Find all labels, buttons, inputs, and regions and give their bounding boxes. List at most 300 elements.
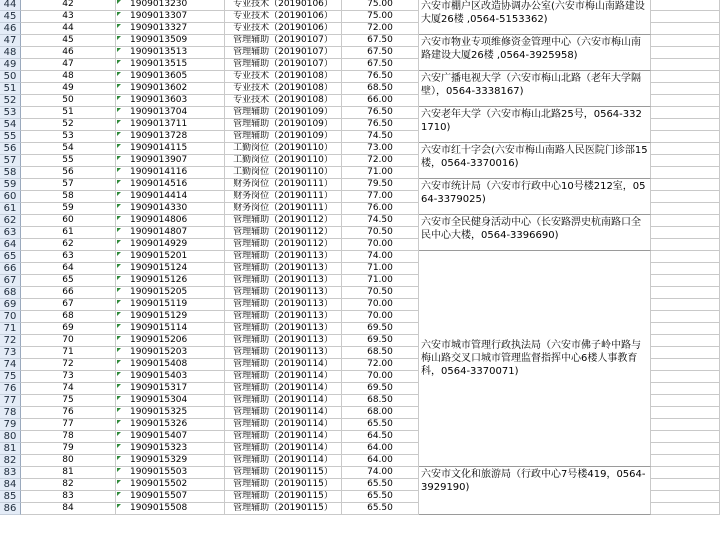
row-header[interactable]: 66 xyxy=(0,263,21,275)
cell-post[interactable]: 管理辅助（20190112） xyxy=(225,227,342,239)
cell-empty[interactable] xyxy=(651,23,720,35)
cell-seq[interactable]: 72 xyxy=(21,359,116,371)
cell-empty[interactable] xyxy=(651,119,720,131)
cell-exam-id[interactable] xyxy=(116,287,225,299)
cell-empty[interactable] xyxy=(651,155,720,167)
cell-seq[interactable]: 68 xyxy=(21,311,116,323)
cell-seq[interactable]: 57 xyxy=(21,179,116,191)
cell-score[interactable]: 70.00 xyxy=(342,311,419,323)
cell-post[interactable]: 管理辅助（20190115） xyxy=(225,491,342,503)
cell-seq[interactable]: 48 xyxy=(21,71,116,83)
cell-empty[interactable] xyxy=(651,83,720,95)
cell-seq[interactable]: 45 xyxy=(21,35,116,47)
cell-exam-id[interactable] xyxy=(116,371,225,383)
cell-post[interactable]: 管理辅助（20190109） xyxy=(225,107,342,119)
cell-empty[interactable] xyxy=(651,323,720,335)
row-header[interactable]: 62 xyxy=(0,215,21,227)
cell-seq[interactable]: 49 xyxy=(21,83,116,95)
cell-post[interactable]: 管理辅助（20190107） xyxy=(225,47,342,59)
text-number-indicator-icon xyxy=(117,408,121,412)
cell-seq[interactable]: 52 xyxy=(21,119,116,131)
cell-score[interactable]: 65.50 xyxy=(342,419,419,431)
row-header[interactable]: 49 xyxy=(0,59,21,71)
cell-exam-id[interactable] xyxy=(116,95,225,107)
cell-empty[interactable] xyxy=(651,311,720,323)
row-header[interactable]: 59 xyxy=(0,179,21,191)
cell-unit-info[interactable] xyxy=(419,143,651,179)
cell-post[interactable]: 管理辅助（20190113） xyxy=(225,275,342,287)
text-number-indicator-icon xyxy=(117,168,121,172)
exam-id-text: 1909013307 xyxy=(130,11,188,21)
cell-post[interactable]: 财务岗位（20190111） xyxy=(225,179,342,191)
exam-id-text: 1909014116 xyxy=(130,167,188,177)
cell-empty[interactable] xyxy=(651,167,720,179)
cell-unit-info[interactable] xyxy=(419,0,651,35)
cell-post[interactable]: 专业技术（20190108） xyxy=(225,95,342,107)
cell-empty[interactable] xyxy=(651,479,720,491)
row-header[interactable]: 56 xyxy=(0,143,21,155)
cell-empty[interactable] xyxy=(651,443,720,455)
cell-exam-id[interactable] xyxy=(116,299,225,311)
cell-post[interactable]: 管理辅助（20190107） xyxy=(225,35,342,47)
cell-exam-id[interactable] xyxy=(116,107,225,119)
cell-score[interactable]: 77.00 xyxy=(342,191,419,203)
cell-score[interactable]: 75.00 xyxy=(342,11,419,23)
cell-seq[interactable]: 80 xyxy=(21,455,116,467)
cell-exam-id[interactable] xyxy=(116,359,225,371)
cell-seq[interactable]: 75 xyxy=(21,395,116,407)
cell-score[interactable]: 68.00 xyxy=(342,407,419,419)
cell-exam-id[interactable] xyxy=(116,383,225,395)
text-number-indicator-icon xyxy=(117,204,121,208)
row-header[interactable]: 85 xyxy=(0,491,21,503)
cell-exam-id[interactable] xyxy=(116,131,225,143)
cell-exam-id[interactable] xyxy=(116,491,225,503)
row-header[interactable]: 74 xyxy=(0,359,21,371)
cell-empty[interactable] xyxy=(651,275,720,287)
cell-exam-id[interactable] xyxy=(116,71,225,83)
cell-score[interactable]: 71.00 xyxy=(342,275,419,287)
cell-post[interactable]: 专业技术（20190106） xyxy=(225,11,342,23)
cell-seq[interactable]: 76 xyxy=(21,407,116,419)
cell-exam-id[interactable] xyxy=(116,455,225,467)
cell-exam-id[interactable] xyxy=(116,23,225,35)
cell-post[interactable]: 财务岗位（20190111） xyxy=(225,203,342,215)
cell-seq[interactable]: 67 xyxy=(21,299,116,311)
exam-id-text: 1909013603 xyxy=(130,95,188,105)
row-header[interactable]: 65 xyxy=(0,251,21,263)
cell-seq[interactable]: 66 xyxy=(21,287,116,299)
cell-exam-id[interactable] xyxy=(116,323,225,335)
cell-exam-id[interactable] xyxy=(116,47,225,59)
cell-empty[interactable] xyxy=(651,11,720,23)
cell-post[interactable]: 管理辅助（20190113） xyxy=(225,311,342,323)
cell-seq[interactable]: 64 xyxy=(21,263,116,275)
cell-post[interactable]: 管理辅助（20190113） xyxy=(225,251,342,263)
cell-exam-id[interactable] xyxy=(116,167,225,179)
row-header[interactable]: 64 xyxy=(0,239,21,251)
cell-post[interactable]: 管理辅助（20190114） xyxy=(225,395,342,407)
cell-unit-info[interactable] xyxy=(419,467,651,515)
text-number-indicator-icon xyxy=(117,312,121,316)
cell-empty[interactable] xyxy=(651,107,720,119)
cell-seq[interactable]: 79 xyxy=(21,443,116,455)
cell-exam-id[interactable] xyxy=(116,347,225,359)
cell-seq[interactable]: 74 xyxy=(21,383,116,395)
cell-seq[interactable]: 71 xyxy=(21,347,116,359)
cell-empty[interactable] xyxy=(651,395,720,407)
cell-score[interactable]: 64.00 xyxy=(342,443,419,455)
cell-exam-id[interactable] xyxy=(116,203,225,215)
cell-exam-id[interactable] xyxy=(116,431,225,443)
cell-score[interactable]: 74.50 xyxy=(342,215,419,227)
text-number-indicator-icon xyxy=(117,480,121,484)
cell-exam-id[interactable] xyxy=(116,239,225,251)
cell-seq[interactable]: 82 xyxy=(21,479,116,491)
cell-post[interactable]: 财务岗位（20190111） xyxy=(225,191,342,203)
cell-exam-id[interactable] xyxy=(116,251,225,263)
cell-score[interactable]: 65.50 xyxy=(342,503,419,515)
row-header[interactable]: 51 xyxy=(0,83,21,95)
cell-score[interactable]: 76.50 xyxy=(342,119,419,131)
cell-score[interactable]: 74.50 xyxy=(342,131,419,143)
row-header[interactable]: 79 xyxy=(0,419,21,431)
exam-id-text: 1909014807 xyxy=(130,227,188,237)
exam-id-text: 1909015325 xyxy=(130,407,188,417)
cell-seq[interactable]: 61 xyxy=(21,227,116,239)
row-header[interactable]: 82 xyxy=(0,455,21,467)
cell-empty[interactable] xyxy=(651,383,720,395)
cell-post[interactable]: 工勤岗位（20190110） xyxy=(225,167,342,179)
row-header[interactable]: 67 xyxy=(0,275,21,287)
cell-seq[interactable]: 53 xyxy=(21,131,116,143)
cell-score[interactable]: 65.50 xyxy=(342,479,419,491)
cell-empty[interactable] xyxy=(651,47,720,59)
cell-score[interactable]: 72.00 xyxy=(342,359,419,371)
cell-unit-info[interactable] xyxy=(419,71,651,107)
row-header[interactable]: 68 xyxy=(0,287,21,299)
unit-info-text: 六安市统计局（六安市行政中心10号楼212室，0564-3379025) xyxy=(421,181,646,205)
cell-seq[interactable]: 51 xyxy=(21,107,116,119)
cell-seq[interactable]: 63 xyxy=(21,251,116,263)
cell-score[interactable]: 69.50 xyxy=(342,383,419,395)
cell-post[interactable]: 专业技术（20190106） xyxy=(225,23,342,35)
cell-seq[interactable]: 65 xyxy=(21,275,116,287)
row-header[interactable]: 44 xyxy=(0,0,21,11)
cell-score[interactable]: 65.50 xyxy=(342,491,419,503)
cell-seq[interactable]: 70 xyxy=(21,335,116,347)
cell-seq[interactable]: 50 xyxy=(21,95,116,107)
cell-exam-id[interactable] xyxy=(116,83,225,95)
cell-seq[interactable]: 56 xyxy=(21,167,116,179)
exam-id-text: 1909015114 xyxy=(130,323,188,333)
row-header[interactable]: 80 xyxy=(0,431,21,443)
cell-post[interactable]: 专业技术（20190106） xyxy=(225,0,342,11)
cell-empty[interactable] xyxy=(651,491,720,503)
exam-id-text: 1909014330 xyxy=(130,203,188,213)
cell-exam-id[interactable] xyxy=(116,35,225,47)
exam-id-text: 1909015323 xyxy=(130,443,188,453)
cell-post[interactable]: 工勤岗位（20190110） xyxy=(225,155,342,167)
cell-score[interactable]: 67.50 xyxy=(342,35,419,47)
cell-unit-info[interactable] xyxy=(419,35,651,71)
cell-empty[interactable] xyxy=(651,191,720,203)
text-number-indicator-icon xyxy=(117,456,121,460)
row-header[interactable]: 72 xyxy=(0,335,21,347)
cell-empty[interactable] xyxy=(651,251,720,263)
cell-post[interactable]: 专业技术（20190108） xyxy=(225,83,342,95)
cell-seq[interactable]: 69 xyxy=(21,323,116,335)
text-number-indicator-icon xyxy=(117,372,121,376)
cell-post[interactable]: 管理辅助（20190114） xyxy=(225,407,342,419)
text-number-indicator-icon xyxy=(117,84,121,88)
cell-exam-id[interactable] xyxy=(116,335,225,347)
text-number-indicator-icon xyxy=(117,324,121,328)
cell-score[interactable]: 64.00 xyxy=(342,455,419,467)
cell-empty[interactable] xyxy=(651,131,720,143)
cell-post[interactable]: 管理辅助（20190107） xyxy=(225,59,342,71)
cell-seq[interactable]: 54 xyxy=(21,143,116,155)
cell-empty[interactable] xyxy=(651,35,720,47)
text-number-indicator-icon xyxy=(117,348,121,352)
cell-post[interactable]: 管理辅助（20190114） xyxy=(225,455,342,467)
row-header[interactable]: 75 xyxy=(0,371,21,383)
cell-exam-id[interactable] xyxy=(116,275,225,287)
cell-exam-id[interactable] xyxy=(116,311,225,323)
cell-unit-info[interactable] xyxy=(419,179,651,215)
cell-empty[interactable] xyxy=(651,407,720,419)
cell-score[interactable]: 79.50 xyxy=(342,179,419,191)
cell-seq[interactable]: 81 xyxy=(21,467,116,479)
cell-exam-id[interactable] xyxy=(116,443,225,455)
cell-score[interactable]: 68.50 xyxy=(342,347,419,359)
text-number-indicator-icon xyxy=(117,276,121,280)
cell-post[interactable]: 管理辅助（20190113） xyxy=(225,335,342,347)
cell-post[interactable]: 管理辅助（20190113） xyxy=(225,323,342,335)
cell-score[interactable]: 67.50 xyxy=(342,59,419,71)
cell-score[interactable]: 70.00 xyxy=(342,239,419,251)
cell-seq[interactable]: 84 xyxy=(21,503,116,515)
row-header[interactable]: 48 xyxy=(0,47,21,59)
cell-score[interactable]: 70.50 xyxy=(342,287,419,299)
cell-score[interactable]: 74.00 xyxy=(342,467,419,479)
cell-score[interactable]: 70.00 xyxy=(342,299,419,311)
cell-exam-id[interactable] xyxy=(116,467,225,479)
text-number-indicator-icon xyxy=(117,240,121,244)
text-number-indicator-icon xyxy=(117,12,121,16)
cell-exam-id[interactable] xyxy=(116,59,225,71)
cell-empty[interactable] xyxy=(651,503,720,515)
cell-exam-id[interactable] xyxy=(116,119,225,131)
cell-exam-id[interactable] xyxy=(116,263,225,275)
cell-empty[interactable] xyxy=(651,335,720,347)
exam-id-text: 1909015503 xyxy=(130,467,188,477)
row-header[interactable]: 71 xyxy=(0,323,21,335)
cell-score[interactable]: 75.00 xyxy=(342,0,419,11)
row-header[interactable]: 53 xyxy=(0,107,21,119)
cell-empty[interactable] xyxy=(651,71,720,83)
row-header[interactable]: 84 xyxy=(0,479,21,491)
cell-score[interactable]: 73.00 xyxy=(342,143,419,155)
cell-post[interactable]: 管理辅助（20190109） xyxy=(225,119,342,131)
cell-seq[interactable]: 46 xyxy=(21,47,116,59)
cell-exam-id[interactable] xyxy=(116,407,225,419)
row-header[interactable]: 77 xyxy=(0,395,21,407)
cell-exam-id[interactable] xyxy=(116,191,225,203)
row-header[interactable]: 81 xyxy=(0,443,21,455)
cell-exam-id[interactable] xyxy=(116,155,225,167)
cell-post[interactable]: 管理辅助（20190114） xyxy=(225,443,342,455)
cell-score[interactable]: 69.50 xyxy=(342,335,419,347)
row-header[interactable]: 50 xyxy=(0,71,21,83)
cell-seq[interactable]: 59 xyxy=(21,203,116,215)
exam-id-text: 1909013515 xyxy=(130,59,188,69)
cell-post[interactable]: 管理辅助（20190114） xyxy=(225,383,342,395)
cell-post[interactable]: 管理辅助（20190113） xyxy=(225,299,342,311)
cell-score[interactable]: 69.50 xyxy=(342,323,419,335)
row-header[interactable]: 61 xyxy=(0,203,21,215)
text-number-indicator-icon xyxy=(117,48,121,52)
cell-empty[interactable] xyxy=(651,227,720,239)
cell-score[interactable]: 68.50 xyxy=(342,395,419,407)
row-header[interactable]: 78 xyxy=(0,407,21,419)
cell-post[interactable]: 管理辅助（20190115） xyxy=(225,503,342,515)
cell-score[interactable]: 76.50 xyxy=(342,107,419,119)
cell-seq[interactable]: 43 xyxy=(21,11,116,23)
cell-seq[interactable]: 42 xyxy=(21,0,116,11)
row-header[interactable]: 54 xyxy=(0,119,21,131)
cell-exam-id[interactable] xyxy=(116,419,225,431)
cell-seq[interactable]: 78 xyxy=(21,431,116,443)
cell-post[interactable]: 管理辅助（20190114） xyxy=(225,431,342,443)
cell-empty[interactable] xyxy=(651,359,720,371)
row-header[interactable]: 47 xyxy=(0,35,21,47)
row-header[interactable]: 60 xyxy=(0,191,21,203)
row-header[interactable]: 46 xyxy=(0,23,21,35)
cell-seq[interactable]: 44 xyxy=(21,23,116,35)
cell-exam-id[interactable] xyxy=(116,11,225,23)
row-header[interactable]: 70 xyxy=(0,311,21,323)
cell-seq[interactable]: 60 xyxy=(21,215,116,227)
cell-exam-id[interactable] xyxy=(116,395,225,407)
cell-empty[interactable] xyxy=(651,467,720,479)
row-header[interactable]: 57 xyxy=(0,155,21,167)
cell-empty[interactable] xyxy=(651,371,720,383)
cell-empty[interactable] xyxy=(651,143,720,155)
text-number-indicator-icon xyxy=(117,36,121,40)
cell-seq[interactable]: 83 xyxy=(21,491,116,503)
cell-post[interactable]: 工勤岗位（20190110） xyxy=(225,143,342,155)
exam-id-text: 1909015201 xyxy=(130,251,188,261)
cell-score[interactable]: 72.00 xyxy=(342,155,419,167)
cell-empty[interactable] xyxy=(651,239,720,251)
cell-empty[interactable] xyxy=(651,419,720,431)
cell-empty[interactable] xyxy=(651,203,720,215)
cell-seq[interactable]: 55 xyxy=(21,155,116,167)
cell-post[interactable]: 管理辅助（20190114） xyxy=(225,419,342,431)
cell-post[interactable]: 管理辅助（20190112） xyxy=(225,215,342,227)
row-header[interactable]: 83 xyxy=(0,467,21,479)
cell-score[interactable]: 76.50 xyxy=(342,71,419,83)
cell-exam-id[interactable] xyxy=(116,0,225,11)
row-header[interactable]: 52 xyxy=(0,95,21,107)
row-header[interactable]: 73 xyxy=(0,347,21,359)
cell-score[interactable]: 76.00 xyxy=(342,203,419,215)
cell-empty[interactable] xyxy=(651,347,720,359)
cell-exam-id[interactable] xyxy=(116,215,225,227)
cell-score[interactable]: 67.50 xyxy=(342,47,419,59)
cell-post[interactable]: 管理辅助（20190115） xyxy=(225,467,342,479)
row-header[interactable]: 63 xyxy=(0,227,21,239)
unit-info-text: 六安市棚户区改造协调办公室(六安市梅山南路建设大厦26楼 ,0564-5153362) xyxy=(421,1,645,25)
exam-id-text: 1909014115 xyxy=(130,143,188,153)
cell-exam-id[interactable] xyxy=(116,503,225,515)
cell-empty[interactable] xyxy=(651,455,720,467)
cell-post[interactable]: 管理辅助（20190113） xyxy=(225,287,342,299)
cell-score[interactable]: 68.50 xyxy=(342,83,419,95)
cell-seq[interactable]: 73 xyxy=(21,371,116,383)
cell-exam-id[interactable] xyxy=(116,179,225,191)
cell-score[interactable]: 74.00 xyxy=(342,251,419,263)
cell-post[interactable]: 管理辅助（20190113） xyxy=(225,263,342,275)
cell-seq[interactable]: 62 xyxy=(21,239,116,251)
cell-score[interactable]: 66.00 xyxy=(342,95,419,107)
cell-unit-info[interactable] xyxy=(419,215,651,251)
cell-exam-id[interactable] xyxy=(116,479,225,491)
cell-post[interactable]: 管理辅助（20190113） xyxy=(225,347,342,359)
cell-empty[interactable] xyxy=(651,215,720,227)
cell-post[interactable]: 管理辅助（20190114） xyxy=(225,359,342,371)
unit-info-text: 六安市物业专项维修资金管理中心（六安市梅山南路建设大厦26楼 ,0564-3925958) xyxy=(421,37,641,61)
exam-id-text: 1909013907 xyxy=(130,155,188,165)
cell-score[interactable]: 72.00 xyxy=(342,23,419,35)
cell-empty[interactable] xyxy=(651,299,720,311)
cell-exam-id[interactable] xyxy=(116,227,225,239)
cell-post[interactable]: 管理辅助（20190115） xyxy=(225,479,342,491)
row-header[interactable]: 45 xyxy=(0,11,21,23)
cell-empty[interactable] xyxy=(651,263,720,275)
cell-seq[interactable]: 47 xyxy=(21,59,116,71)
row-header[interactable]: 69 xyxy=(0,299,21,311)
cell-unit-info[interactable] xyxy=(419,107,651,143)
cell-empty[interactable] xyxy=(651,59,720,71)
cell-empty[interactable] xyxy=(651,95,720,107)
cell-exam-id[interactable] xyxy=(116,143,225,155)
cell-empty[interactable] xyxy=(651,431,720,443)
cell-post[interactable]: 管理辅助（20190114） xyxy=(225,371,342,383)
cell-score[interactable]: 64.50 xyxy=(342,431,419,443)
cell-score[interactable]: 70.50 xyxy=(342,227,419,239)
row-header[interactable]: 86 xyxy=(0,503,21,515)
cell-post[interactable]: 管理辅助（20190112） xyxy=(225,239,342,251)
text-number-indicator-icon xyxy=(117,96,121,100)
row-header[interactable]: 58 xyxy=(0,167,21,179)
cell-empty[interactable] xyxy=(651,179,720,191)
cell-seq[interactable]: 58 xyxy=(21,191,116,203)
cell-score[interactable]: 71.00 xyxy=(342,167,419,179)
cell-post[interactable]: 管理辅助（20190109） xyxy=(225,131,342,143)
cell-score[interactable]: 71.00 xyxy=(342,263,419,275)
cell-empty[interactable] xyxy=(651,0,720,11)
row-header[interactable]: 76 xyxy=(0,383,21,395)
row-header[interactable]: 55 xyxy=(0,131,21,143)
cell-score[interactable]: 70.00 xyxy=(342,371,419,383)
cell-empty[interactable] xyxy=(651,287,720,299)
cell-post[interactable]: 专业技术（20190108） xyxy=(225,71,342,83)
cell-unit-info[interactable] xyxy=(419,251,651,467)
cell-seq[interactable]: 77 xyxy=(21,419,116,431)
exam-id-text: 1909014414 xyxy=(130,191,188,201)
